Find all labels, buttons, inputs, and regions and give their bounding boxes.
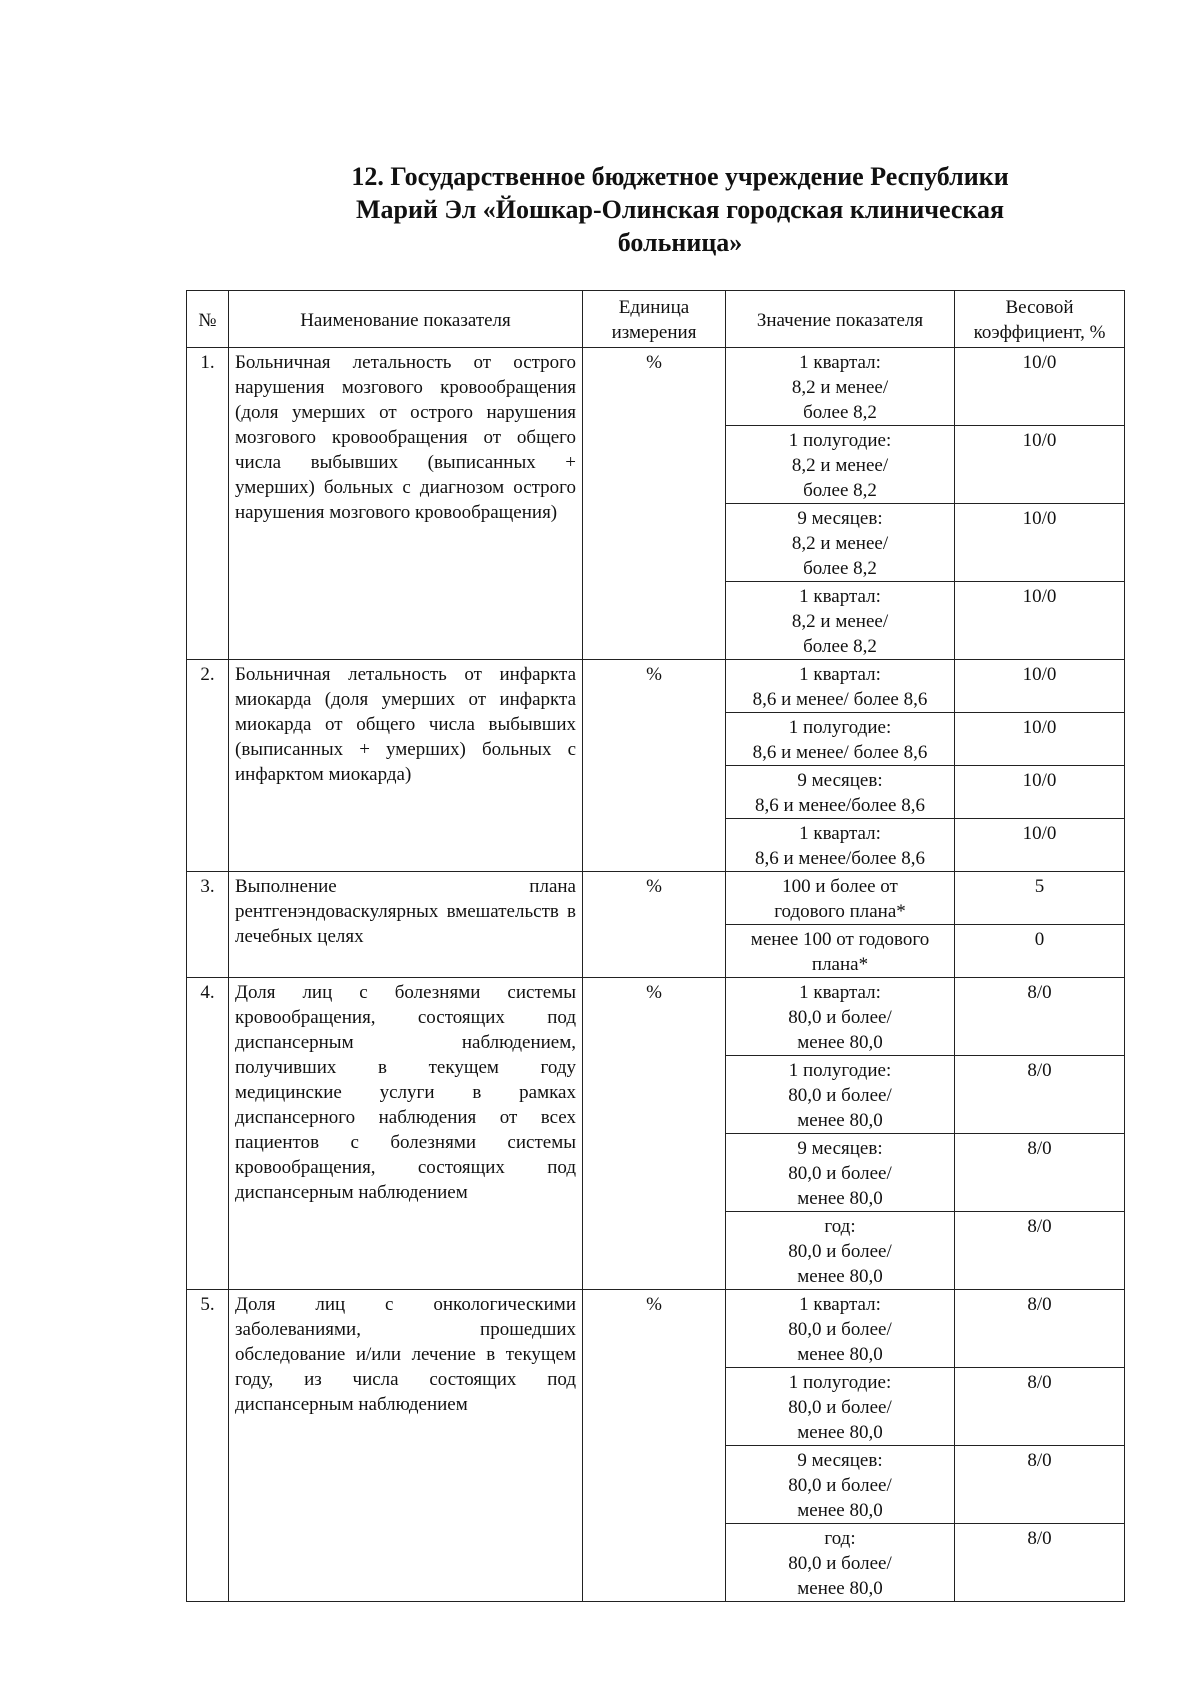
value-line: менее 80,0	[797, 1188, 883, 1209]
weight-coefficient: 8/0	[955, 1212, 1125, 1290]
indicator-value	[726, 1212, 955, 1290]
value-line: 1 квартал:	[799, 586, 881, 607]
row-number: 3.	[187, 872, 229, 978]
value-line: более 8,2	[803, 558, 877, 579]
title-line: 12. Государственное бюджетное учреждение Республики	[351, 162, 1009, 191]
header-num: №	[187, 291, 229, 348]
value-line: 1 квартал:	[799, 823, 881, 844]
weight-coefficient: 10/0	[955, 348, 1125, 426]
weight-coefficient: 8/0	[955, 1290, 1125, 1368]
row-number: 5.	[187, 1290, 229, 1602]
indicators-table	[186, 290, 1125, 1602]
value-line: менее 80,0	[797, 1110, 883, 1131]
indicator-value	[726, 348, 955, 426]
value-line: 8,2 и менее/	[791, 533, 889, 554]
value-line: 8,6 и менее/более 8,6	[755, 795, 925, 816]
value-line: год:	[824, 1216, 856, 1237]
weight-coefficient: 10/0	[955, 660, 1125, 713]
value-line: 100 и более от	[782, 876, 898, 897]
value-line: 9 месяцев:	[797, 770, 883, 791]
value-line: 8,6 и менее/ более 8,6	[752, 742, 928, 763]
weight-coefficient: 10/0	[955, 582, 1125, 660]
weight-coefficient: 8/0	[955, 1134, 1125, 1212]
indicator-name: Больничная летальность от инфаркта миокарда (доля умерших от инфаркта миокарда от общего числа выбывших (выписанных + умерших) больных с инфарктом миокарда)	[229, 660, 583, 872]
value-line: 8,6 и менее/более 8,6	[755, 848, 925, 869]
table-row	[187, 348, 1125, 426]
weight-coefficient: 8/0	[955, 978, 1125, 1056]
value-line: 8,2 и менее/	[791, 377, 889, 398]
header-unit-line: Единица	[618, 297, 690, 318]
value-line: менее 80,0	[797, 1578, 883, 1599]
indicator-name: Доля лиц с онкологическими заболеваниями, прошедших обследование и/или лечение в текущем году, из числа состоящих под диспансерным наблюдением	[229, 1290, 583, 1602]
indicator-value	[726, 1368, 955, 1446]
weight-coefficient: 8/0	[955, 1446, 1125, 1524]
weight-coefficient: 8/0	[955, 1368, 1125, 1446]
value-line: 80,0 и более/	[788, 1007, 892, 1028]
title-line: Марий Эл «Йошкар-Олинская городская клиническая	[355, 195, 1005, 224]
value-line: 80,0 и более/	[788, 1553, 892, 1574]
indicator-unit: %	[583, 978, 726, 1290]
indicator-value	[726, 819, 955, 872]
value-line: 8,2 и менее/	[791, 455, 889, 476]
weight-coefficient: 10/0	[955, 819, 1125, 872]
weight-coefficient: 8/0	[955, 1056, 1125, 1134]
indicator-value	[726, 1290, 955, 1368]
value-line: 1 квартал:	[799, 1294, 881, 1315]
weight-coefficient: 0	[955, 925, 1125, 978]
value-line: 80,0 и более/	[788, 1241, 892, 1262]
value-line: плана*	[811, 954, 869, 975]
header-weight-line: Весовой	[1005, 297, 1074, 318]
value-line: 80,0 и более/	[788, 1163, 892, 1184]
header-weight	[955, 291, 1125, 348]
row-number: 2.	[187, 660, 229, 872]
indicator-name: Доля лиц с болезнями системы кровообращения, состоящих под диспансерным наблюдением, получивших в текущем году медицинские услуги в рамках диспансерного наблюдения от всех пациентов с болезнями системы кровообращения, состоящих под диспансерным наблюдением	[229, 978, 583, 1290]
indicator-value	[726, 660, 955, 713]
value-line: 80,0 и более/	[788, 1319, 892, 1340]
indicator-value	[726, 925, 955, 978]
value-line: 80,0 и более/	[788, 1475, 892, 1496]
value-line: 1 квартал:	[799, 664, 881, 685]
value-line: менее 80,0	[797, 1344, 883, 1365]
weight-coefficient: 10/0	[955, 713, 1125, 766]
value-line: 8,2 и менее/	[791, 611, 889, 632]
header-unit	[583, 291, 726, 348]
weight-coefficient: 10/0	[955, 504, 1125, 582]
header-value: Значение показателя	[726, 291, 955, 348]
value-line: годового плана*	[774, 901, 906, 922]
table-row	[187, 1290, 1125, 1368]
indicator-value	[726, 1446, 955, 1524]
indicator-unit: %	[583, 872, 726, 978]
value-line: 9 месяцев:	[797, 508, 883, 529]
header-name: Наименование показателя	[229, 291, 583, 348]
value-line: менее 80,0	[797, 1422, 883, 1443]
value-line: 9 месяцев:	[797, 1138, 883, 1159]
value-line: 9 месяцев:	[797, 1450, 883, 1471]
value-line: 8,6 и менее/ более 8,6	[752, 689, 928, 710]
indicator-unit: %	[583, 1290, 726, 1602]
indicator-value	[726, 1524, 955, 1602]
value-line: 1 полугодие:	[788, 1060, 892, 1081]
indicator-name: Выполнение плана рентгенэндоваскулярных вмешательств в лечебных целях	[229, 872, 583, 978]
indicator-value	[726, 1056, 955, 1134]
value-line: более 8,2	[803, 636, 877, 657]
header-unit-line: измерения	[611, 322, 697, 343]
table-header-row	[187, 291, 1125, 348]
title-line: больница»	[617, 228, 743, 257]
value-line: 1 полугодие:	[788, 1372, 892, 1393]
indicator-value	[726, 504, 955, 582]
page-title	[300, 160, 1060, 259]
indicator-value	[726, 713, 955, 766]
weight-coefficient: 8/0	[955, 1524, 1125, 1602]
table-body	[187, 348, 1125, 1602]
value-line: 1 полугодие:	[788, 717, 892, 738]
header-weight-line: коэффициент, %	[973, 322, 1106, 343]
indicator-value	[726, 1134, 955, 1212]
value-line: 1 квартал:	[799, 982, 881, 1003]
table-row	[187, 660, 1125, 713]
value-line: менее 100 от годового	[750, 929, 930, 950]
value-line: более 8,2	[803, 480, 877, 501]
value-line: 1 квартал:	[799, 352, 881, 373]
table-row	[187, 978, 1125, 1056]
value-line: менее 80,0	[797, 1500, 883, 1521]
indicator-value	[726, 872, 955, 925]
value-line: 1 полугодие:	[788, 430, 892, 451]
row-number: 1.	[187, 348, 229, 660]
value-line: год:	[824, 1528, 856, 1549]
weight-coefficient: 5	[955, 872, 1125, 925]
value-line: менее 80,0	[797, 1032, 883, 1053]
indicator-unit: %	[583, 348, 726, 660]
value-line: более 8,2	[803, 402, 877, 423]
indicator-value	[726, 978, 955, 1056]
weight-coefficient: 10/0	[955, 426, 1125, 504]
value-line: 80,0 и более/	[788, 1397, 892, 1418]
table-row	[187, 872, 1125, 925]
value-line: 80,0 и более/	[788, 1085, 892, 1106]
weight-coefficient: 10/0	[955, 766, 1125, 819]
indicator-value	[726, 582, 955, 660]
value-line: менее 80,0	[797, 1266, 883, 1287]
indicator-name: Больничная летальность от острого нарушения мозгового кровообращения (доля умерших от острого нарушения мозгового кровообращения от общего числа выбывших (выписанных + умерших) больных с диагнозом острого нарушения мозгового кровообращения)	[229, 348, 583, 660]
indicator-value	[726, 766, 955, 819]
indicator-unit: %	[583, 660, 726, 872]
row-number: 4.	[187, 978, 229, 1290]
indicator-value	[726, 426, 955, 504]
